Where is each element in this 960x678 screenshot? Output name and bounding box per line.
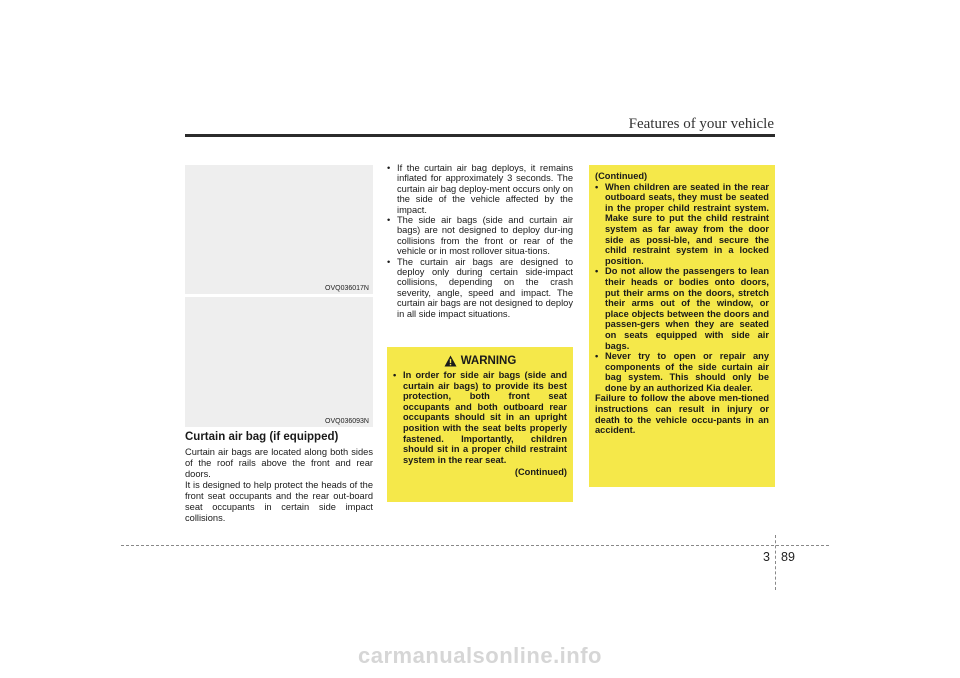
header-rule	[185, 134, 775, 137]
warning-list	[393, 370, 567, 465]
list-item: • The curtain air bags are designed to deploy only during certain side-impact collisions, depending on the crash severity, angle, speed and impact. The curtain air bags are not designed to deploy in all side impact situations.	[387, 257, 573, 319]
airbag-image-2	[185, 297, 373, 427]
continued-heading: (Continued)	[595, 171, 648, 181]
continued-footer: Failure to follow the above men-tioned instructions can result in injury or death to the vehicle occu-pants in an accident.	[595, 393, 769, 436]
warning-title: WARNING	[460, 354, 517, 367]
section-paragraph: It is designed to help protect the heads of the front seat occupants and the rear out-board seat occupants in certain side impact collisions.	[185, 480, 373, 523]
list-item: • In order for side air bags (side and curtain air bags) to provide its best protection, both front seat occupants and both outboard rear occupants should sit in an upright position with the seat belts properly fastened. Importantly, children should sit in a proper child restraint system in the rear seat.	[393, 370, 567, 465]
list-item: • Do not allow the passengers to lean their heads or bodies onto doors, put their arms on the doors, stretch their arms out of the window, or place objects between the doors and passen-gers when they are seated on seats equipped with side air bags.	[595, 266, 769, 351]
warning-triangle-icon	[444, 355, 457, 367]
airbag-image-1	[185, 165, 373, 294]
airbag-bullet-list	[387, 163, 573, 319]
warning-header	[393, 355, 567, 367]
warning-box	[387, 347, 573, 502]
section-title: Curtain air bag (if equipped)	[185, 431, 339, 443]
image-code-2: OVQ036093N	[325, 418, 369, 425]
continued-list	[595, 182, 769, 394]
list-item: • When children are seated in the rear outboard seats, they must be seated in the proper child restraint system. Make sure to put the child restraint system as far away from the door side as possi-ble, and secure the child restraint system in a locked position.	[595, 182, 769, 267]
warning-continued-box	[589, 165, 775, 487]
page-header-title: Features of your vehicle	[628, 116, 774, 132]
chapter-number: 3	[763, 550, 770, 564]
list-item: • If the curtain air bag deploys, it remains inflated for approximately 3 seconds. The curtain air bag deploy-ment occurs only on the side of the vehicle affected by the impact.	[387, 163, 573, 215]
footer-rule	[121, 545, 829, 546]
watermark: carmanualsonline.info	[358, 643, 602, 668]
page-number: 89	[781, 550, 795, 564]
curtain-airbag-section	[185, 432, 373, 524]
list-item: • Never try to open or repair any components of the side curtain air bag system. This should only be done by an authorized Kia dealer.	[595, 351, 769, 393]
continued-label: (Continued)	[514, 467, 567, 478]
section-paragraph: Curtain air bags are located along both sides of the roof rails above the front and rear doors.	[185, 447, 373, 479]
image-code-1: OVQ036017N	[325, 285, 369, 292]
footer-divider-line	[775, 535, 776, 590]
list-item: • The side air bags (side and curtain air bags) are not designed to deploy dur-ing collisions from the front or rear of the vehicle or in most rollover situa-tions.	[387, 215, 573, 257]
